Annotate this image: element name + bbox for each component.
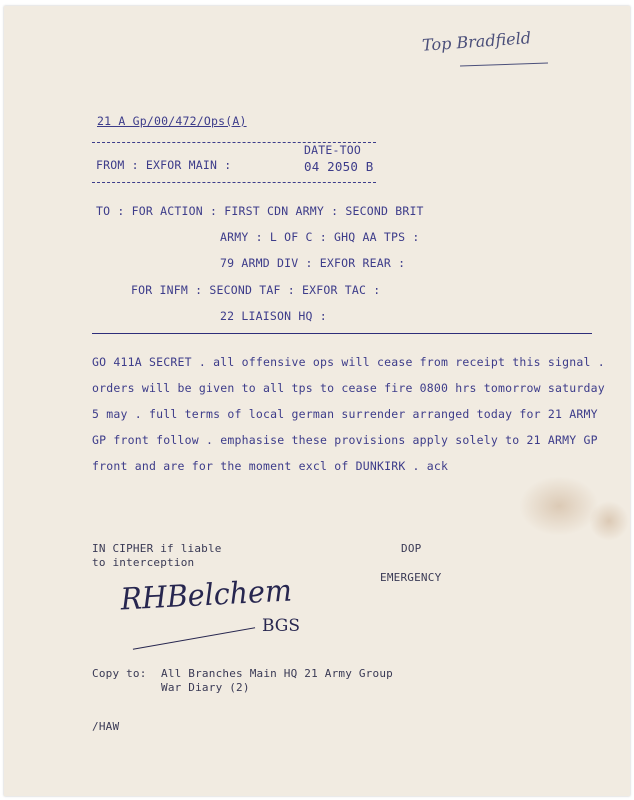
typist-initials: /HAW [92, 720, 120, 733]
stain-2 [589, 501, 629, 541]
annotation-underline [460, 62, 548, 66]
precedence-value: EMERGENCY [380, 571, 442, 584]
message-divider [92, 333, 592, 334]
message-line-3: 5 may . full terms of local german surrender arranged today for 21 ARMY [92, 407, 598, 421]
infm-line-2: 22 LIAISON HQ : [220, 309, 327, 323]
to-line-3: 79 ARMD DIV : EXFOR REAR : [220, 256, 406, 270]
date-label: DATE-TOO [304, 143, 361, 157]
signature: RHBelchem [119, 573, 293, 618]
infm-line-1: FOR INFM : SECOND TAF : EXFOR TAC : [131, 283, 381, 297]
document-sheet [4, 6, 630, 796]
precedence-label: DOP [401, 542, 422, 555]
cipher-line-1: IN CIPHER if liable [92, 542, 222, 555]
from-line: FROM : EXFOR MAIN : [96, 158, 232, 172]
copy-to-line-2: War Diary (2) [161, 681, 250, 694]
handwritten-annotation: Top Bradfield [421, 28, 532, 55]
stain-1 [519, 476, 599, 536]
message-line-1: GO 411A SECRET . all offensive ops will cease from receipt this signal . [92, 355, 605, 369]
signature-stroke [133, 627, 255, 650]
cipher-line-2: to interception [92, 556, 195, 569]
date-value: 04 2050 B [304, 159, 374, 174]
message-line-4: GP front follow . emphasise these provisions apply solely to 21 ARMY GP [92, 433, 598, 447]
header-bottom-rule [92, 182, 376, 183]
copy-to-label: Copy to: [92, 667, 147, 680]
message-line-2: orders will be given to all tps to cease fire 0800 hrs tomorrow saturday [92, 381, 605, 395]
signature-title: BGS [262, 616, 301, 636]
message-line-5: front and are for the moment excl of DUNKIRK . ack [92, 459, 449, 473]
reference-number: 21 A Gp/00/472/Ops(A) [97, 114, 247, 128]
copy-to-line-1: All Branches Main HQ 21 Army Group [161, 667, 393, 680]
to-line-1: TO : FOR ACTION : FIRST CDN ARMY : SECOND BRIT [96, 204, 424, 218]
to-line-2: ARMY : L OF C : GHQ AA TPS : [220, 230, 420, 244]
